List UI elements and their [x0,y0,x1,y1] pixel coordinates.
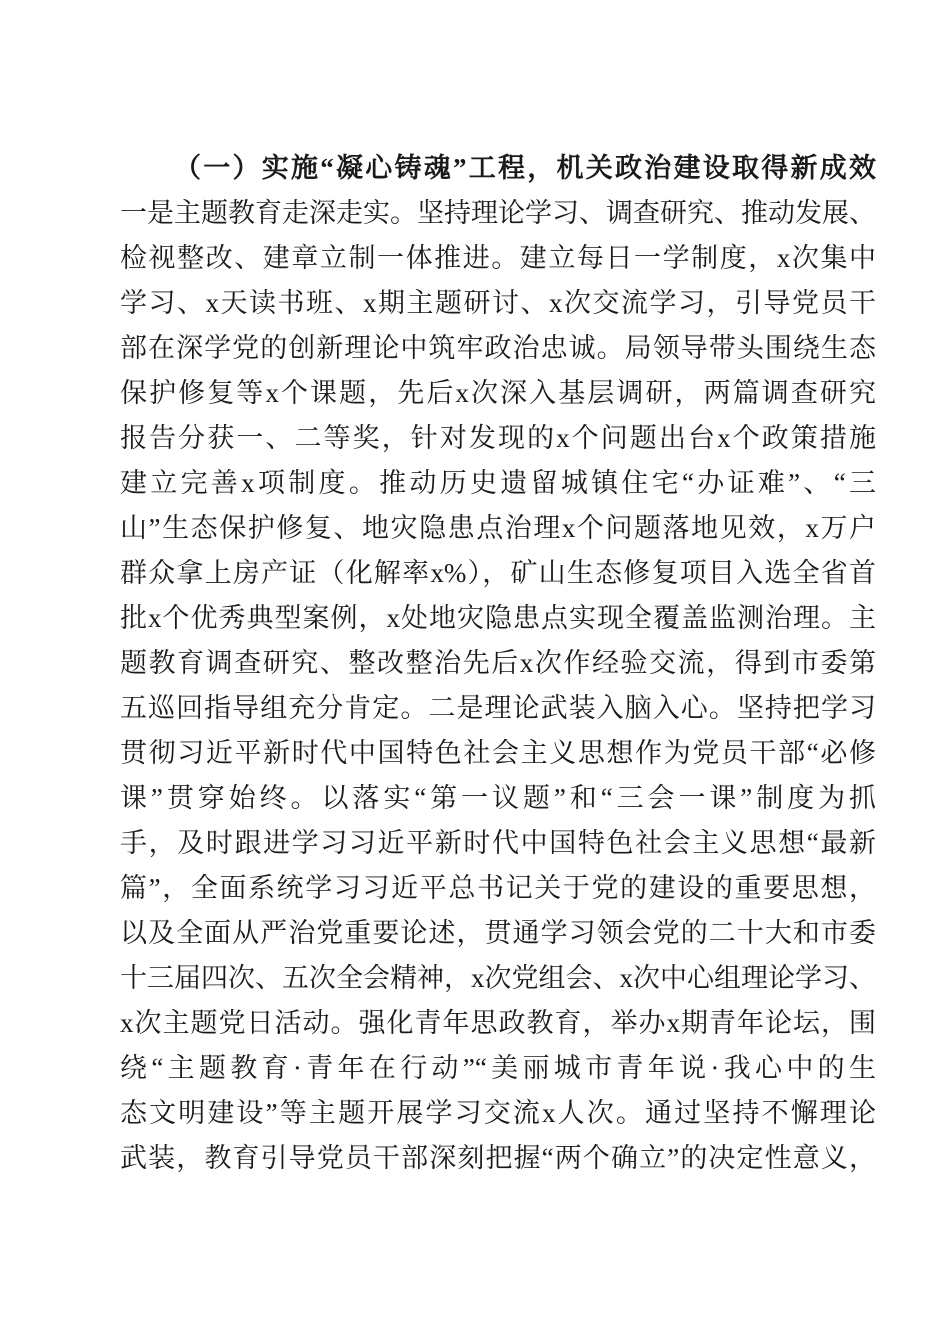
paragraph-line: 贯彻习近平新时代中国特色社会主义思想作为党员干部“必修 [120,738,876,768]
paragraph-line: 部在深学党的创新理论中筑牢政治忠诚。局领导带头围绕生态 [120,333,876,363]
paragraph-line: 题教育调查研究、整改整治先后x次作经验交流，得到市委第 [120,648,876,678]
paragraph-line: 批x个优秀典型案例，x处地灾隐患点实现全覆盖监测治理。主 [120,603,876,633]
paragraph-line: 学习、x天读书班、x期主题研讨、x次交流学习，引导党员干 [120,288,876,318]
paragraph-line: 检视整改、建章立制一体推进。建立每日一学制度，x次集中 [120,243,876,273]
paragraph-line: 报告分获一、二等奖，针对发现的x个问题出台x个政策措施 [120,423,876,453]
paragraph-line: x次主题党日活动。强化青年思政教育，举办x期青年论坛，围 [120,1008,876,1038]
paragraph-line: 一是主题教育走深走实。坚持理论学习、调查研究、推动发展、 [120,198,876,228]
paragraph-line: 十三届四次、五次全会精神，x次党组会、x次中心组理论学习、 [120,963,876,993]
paragraph-line: 手，及时跟进学习习近平新时代中国特色社会主义思想“最新 [120,828,876,858]
paragraph-line: 武装，教育引导党员干部深刻把握“两个确立”的决定性意义， [120,1143,876,1173]
paragraph-line: 山”生态保护修复、地灾隐患点治理x个问题落地见效，x万户 [120,513,876,543]
paragraph-line: 建立完善x项制度。推动历史遗留城镇住宅“办证难”、“三 [120,468,876,498]
paragraph-line: 以及全面从严治党重要论述，贯通学习领会党的二十大和市委 [120,918,876,948]
paragraph-line: 五巡回指导组充分肯定。二是理论武装入脑入心。坚持把学习 [120,693,876,723]
paragraph-line: 群众拿上房产证（化解率x%），矿山生态修复项目入选全省首 [120,558,876,588]
report-text-block [120,146,876,1181]
paragraph-line: 态文明建设”等主题开展学习交流x人次。通过坚持不懈理论 [120,1098,876,1128]
paragraph-line: 绕“主题教育·青年在行动”“美丽城市青年说·我心中的生 [120,1053,876,1083]
paragraph-line: 课”贯穿始终。以落实“第一议题”和“三会一课”制度为抓 [120,783,876,813]
paragraph-line: 保护修复等x个课题，先后x次深入基层调研，两篇调查研究 [120,378,876,408]
section-heading: （一）实施“凝心铸魂”工程，机关政治建设取得新成效 [174,153,876,183]
paragraph-line: 篇”，全面系统学习习近平总书记关于党的建设的重要思想， [120,873,876,903]
